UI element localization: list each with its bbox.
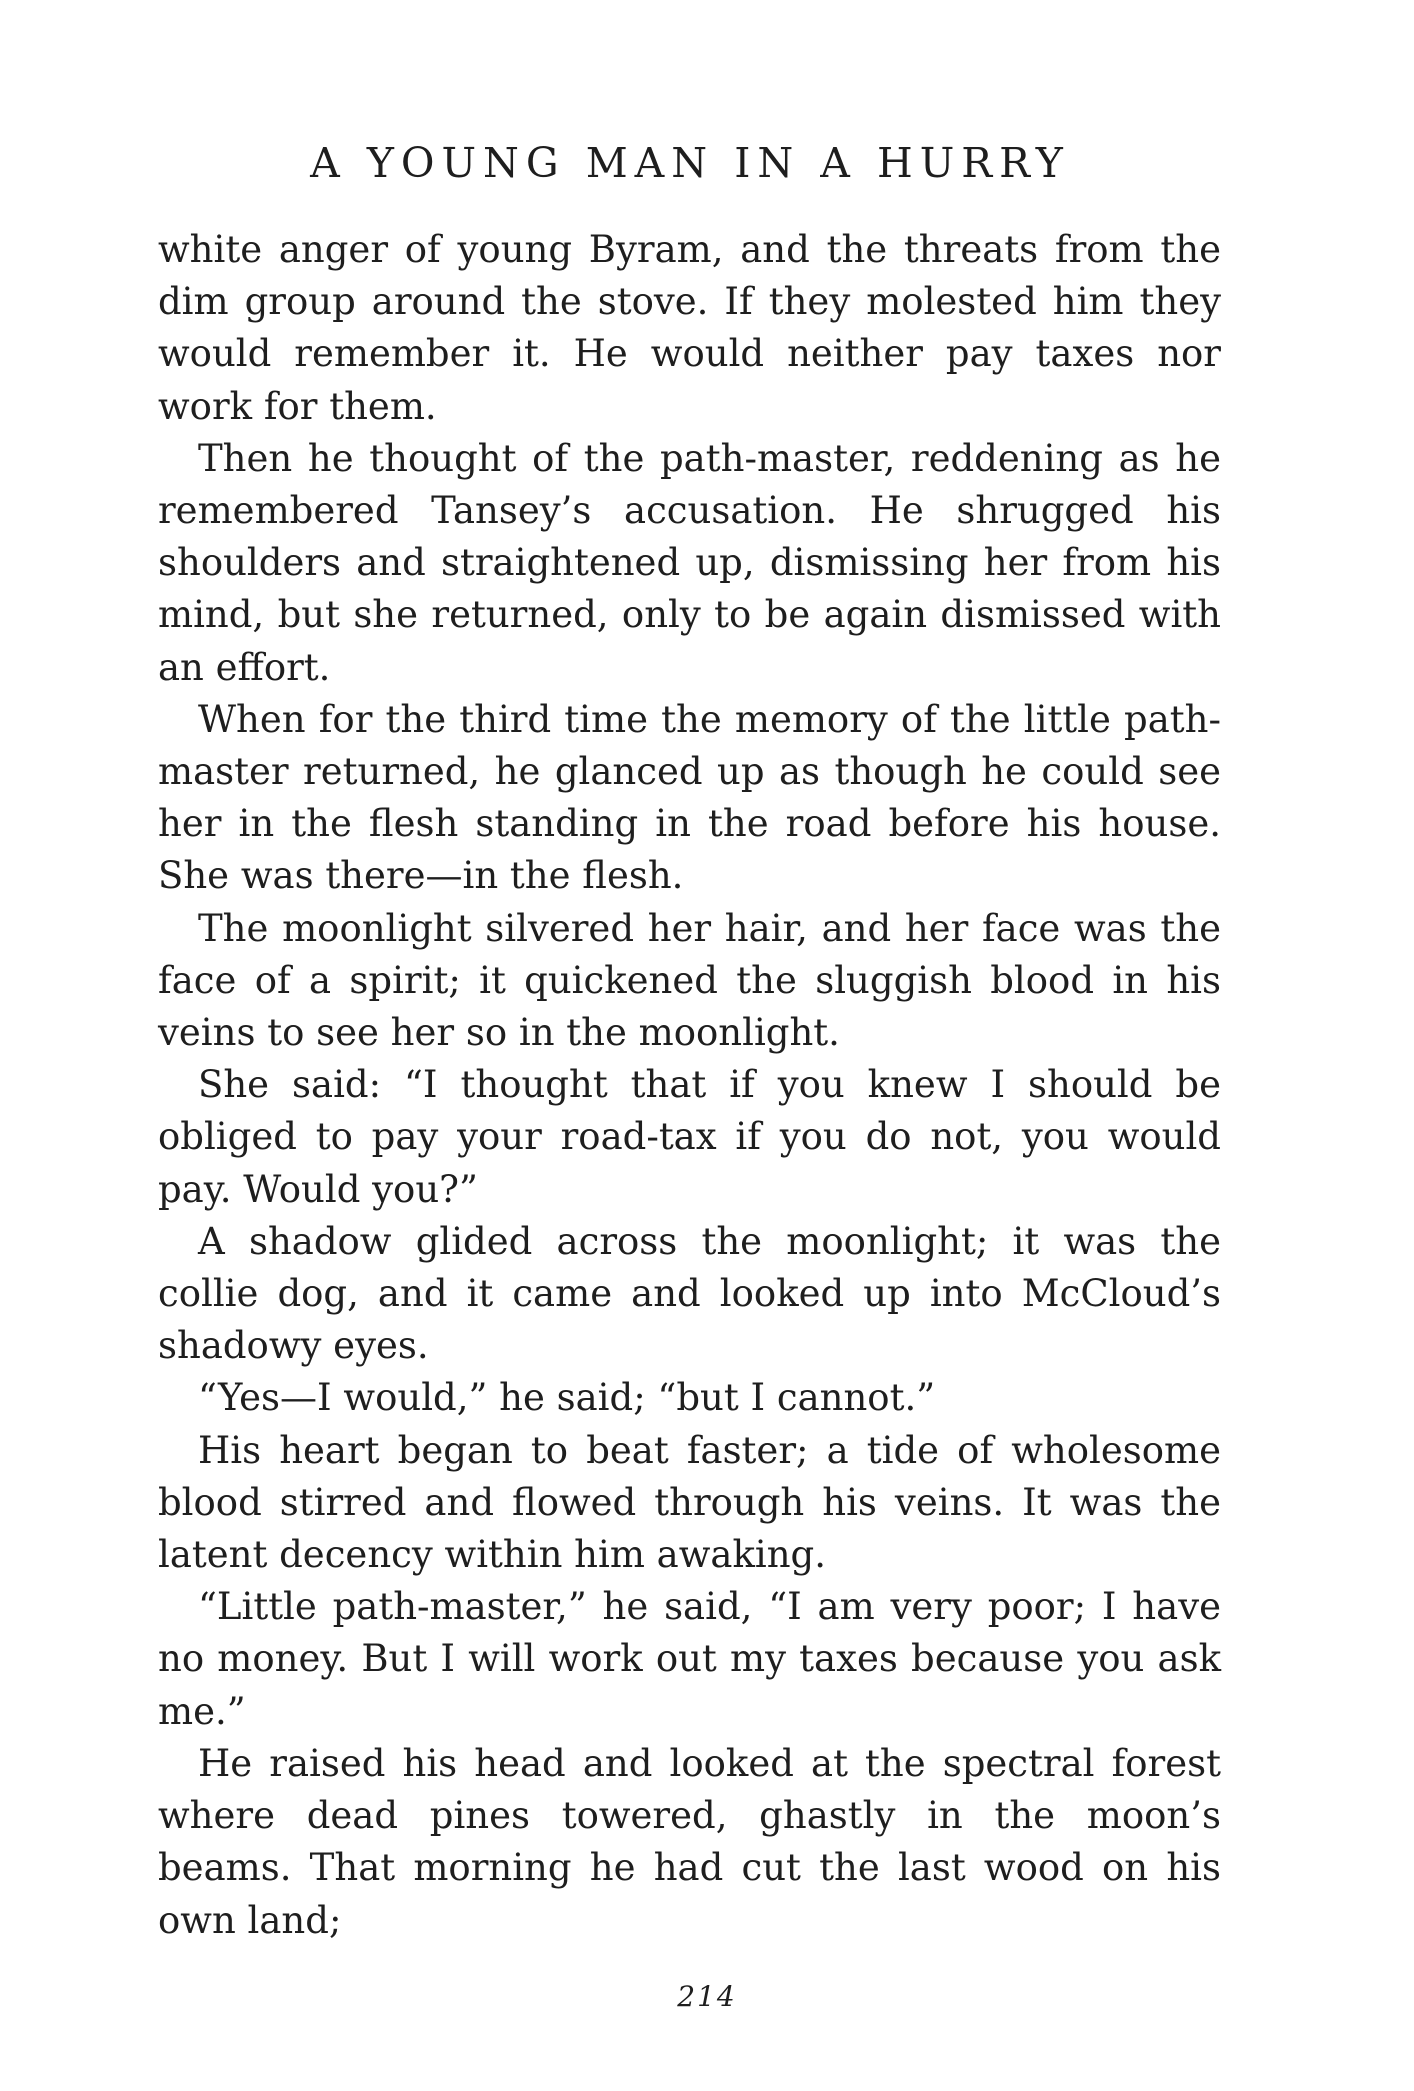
body-text [158, 224, 1221, 1947]
paragraph-3: When for the third time the memory of the little path-master returned, he glanced up as though he could see her in the flesh standing in the road before his house. She was there—in the flesh. [158, 697, 1221, 898]
page-number: 214 [677, 1980, 737, 2013]
paragraph-8: His heart began to beat faster; a tide of wholesome blood stirred and flowed through his veins. It was the latent decency within him awaking. [158, 1428, 1221, 1577]
paragraph-6: A shadow glided across the moonlight; it was the collie dog, and it came and looked up into McCloud’s shadowy eyes. [158, 1219, 1221, 1368]
paragraph-7: “Yes—I would,” he said; “but I cannot.” [198, 1376, 936, 1420]
paragraph-2: Then he thought of the path-master, reddening as he remembered Tansey’s accusation. He shrugged his shoulders and straightened up, dismissing her from his mind, but she returned, only to be again dismissed with an effort. [158, 436, 1221, 689]
paragraph-5: She said: “I thought that if you knew I should be obliged to pay your road-tax if you do not, you would pay. Would you?” [158, 1063, 1221, 1211]
paragraph-9: “Little path-master,” he said, “I am very poor; I have no money. But I will work out my taxes because you ask me.” [158, 1585, 1221, 1733]
paragraph-4: The moonlight silvered her hair, and her face was the face of a spirit; it quickened the sluggish blood in his veins to see her so in the moonlight. [158, 906, 1221, 1055]
paragraph-1: white anger of young Byram, and the threats from the dim group around the stove. If they molested him they would remember it. He would neither pay taxes nor work for them. [158, 228, 1221, 428]
running-head: A YOUNG MAN IN A HURRY [310, 139, 1070, 187]
paragraph-10: He raised his head and looked at the spectral forest where dead pines towered, ghastly in the moon’s beams. That morning he had cut the last wood on his own land; [158, 1741, 1221, 1942]
